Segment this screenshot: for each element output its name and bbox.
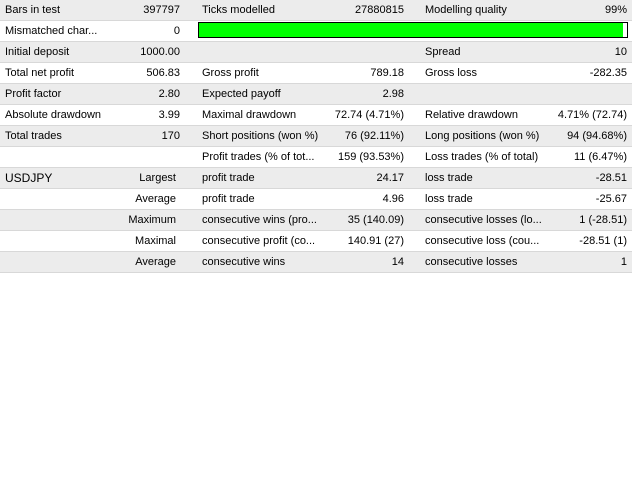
report-row-mismatched [0, 21, 632, 42]
short-positions-label: Short positions (won %) [202, 130, 319, 142]
average-profit-trade-value: 4.96 [382, 193, 404, 205]
gross-profit-label: Gross profit [202, 67, 259, 79]
report-row-average [0, 189, 632, 210]
report-row-profit-loss-trades [0, 147, 632, 168]
report-row-profit [0, 63, 632, 84]
long-positions-value: 94 (94.68%) [567, 130, 627, 142]
report-row-drawdown [0, 105, 632, 126]
report-row-bars [0, 0, 632, 21]
report-row-factor [0, 84, 632, 105]
maximal-consecutive-loss-value: -28.51 (1) [579, 235, 627, 247]
spread-label: Spread [425, 46, 461, 58]
max-consecutive-wins-value: 35 (140.09) [347, 214, 404, 226]
mismatched-charts-value: 0 [173, 25, 180, 37]
largest-label: Largest [139, 172, 176, 184]
gross-loss-label: Gross loss [425, 67, 477, 79]
gross-loss-value: -282.35 [589, 67, 627, 79]
average-consecutive-losses-label: consecutive losses [425, 256, 518, 268]
report-row-deposit [0, 42, 632, 63]
largest-loss-trade-label: loss trade [425, 172, 473, 184]
report-row-maximum [0, 210, 632, 231]
average-consecutive-label: Average [135, 256, 176, 268]
relative-drawdown-value: 4.71% (72.74) [557, 109, 627, 121]
total-trades-label: Total trades [5, 130, 62, 142]
initial-deposit-value: 1000.00 [140, 46, 180, 58]
max-consecutive-losses-value: 1 (-28.51) [579, 214, 627, 226]
report-row-average-consecutive [0, 252, 632, 273]
expected-payoff-label: Expected payoff [202, 88, 281, 100]
spread-value: 10 [614, 46, 627, 58]
bars-in-test-value: 397797 [143, 4, 180, 16]
report-row-trades [0, 126, 632, 147]
profit-trades-label: Profit trades (% of tot... [202, 151, 315, 163]
max-consecutive-wins-label: consecutive wins (pro... [202, 214, 317, 226]
average-consecutive-wins-label: consecutive wins [202, 256, 286, 268]
symbol-label: USDJPY [5, 171, 53, 185]
average-loss-trade-value: -25.67 [595, 193, 627, 205]
average-loss-trade-label: loss trade [425, 193, 473, 205]
report-row-maximal [0, 231, 632, 252]
gross-profit-value: 789.18 [370, 67, 404, 79]
maximal-consecutive-profit-label: consecutive profit (co... [202, 235, 316, 247]
modelling-quality-value: 99% [604, 4, 627, 16]
maximal-drawdown-label: Maximal drawdown [202, 109, 297, 121]
maximal-drawdown-value: 72.74 (4.71%) [334, 109, 404, 121]
largest-loss-trade-value: -28.51 [595, 172, 627, 184]
ticks-modelled-value: 27880815 [355, 4, 404, 16]
report-row-largest [0, 168, 632, 189]
expected-payoff-value: 2.98 [382, 88, 404, 100]
maximal-consecutive-loss-label: consecutive loss (cou... [425, 235, 540, 247]
max-consecutive-losses-label: consecutive losses (lo... [425, 214, 542, 226]
total-net-profit-value: 506.83 [146, 67, 180, 79]
average-profit-trade-label: profit trade [202, 193, 255, 205]
relative-drawdown-label: Relative drawdown [425, 109, 518, 121]
absolute-drawdown-value: 3.99 [158, 109, 180, 121]
largest-profit-trade-value: 24.17 [376, 172, 404, 184]
maximal-consecutive-profit-value: 140.91 (27) [347, 235, 404, 247]
profit-trades-value: 159 (93.53%) [337, 151, 404, 163]
largest-profit-trade-label: profit trade [202, 172, 255, 184]
maximal-label: Maximal [135, 235, 176, 247]
absolute-drawdown-label: Absolute drawdown [5, 109, 102, 121]
modelling-quality-bar-fill [199, 23, 623, 37]
total-net-profit-label: Total net profit [5, 67, 75, 79]
average-label: Average [135, 193, 176, 205]
long-positions-label: Long positions (won %) [425, 130, 540, 142]
mismatched-charts-label: Mismatched char... [5, 25, 98, 37]
modelling-quality-label: Modelling quality [425, 4, 507, 16]
loss-trades-label: Loss trades (% of total) [425, 151, 539, 163]
loss-trades-value: 11 (6.47%) [574, 151, 627, 163]
profit-factor-label: Profit factor [5, 88, 62, 100]
total-trades-value: 170 [161, 130, 180, 142]
bars-in-test-label: Bars in test [5, 4, 61, 16]
short-positions-value: 76 (92.11%) [344, 130, 404, 142]
initial-deposit-label: Initial deposit [5, 46, 70, 58]
maximum-label: Maximum [128, 214, 176, 226]
profit-factor-value: 2.80 [158, 88, 180, 100]
ticks-modelled-label: Ticks modelled [202, 4, 275, 16]
average-consecutive-wins-value: 14 [391, 256, 404, 268]
modelling-quality-bar [198, 22, 628, 38]
average-consecutive-losses-value: 1 [620, 256, 627, 268]
